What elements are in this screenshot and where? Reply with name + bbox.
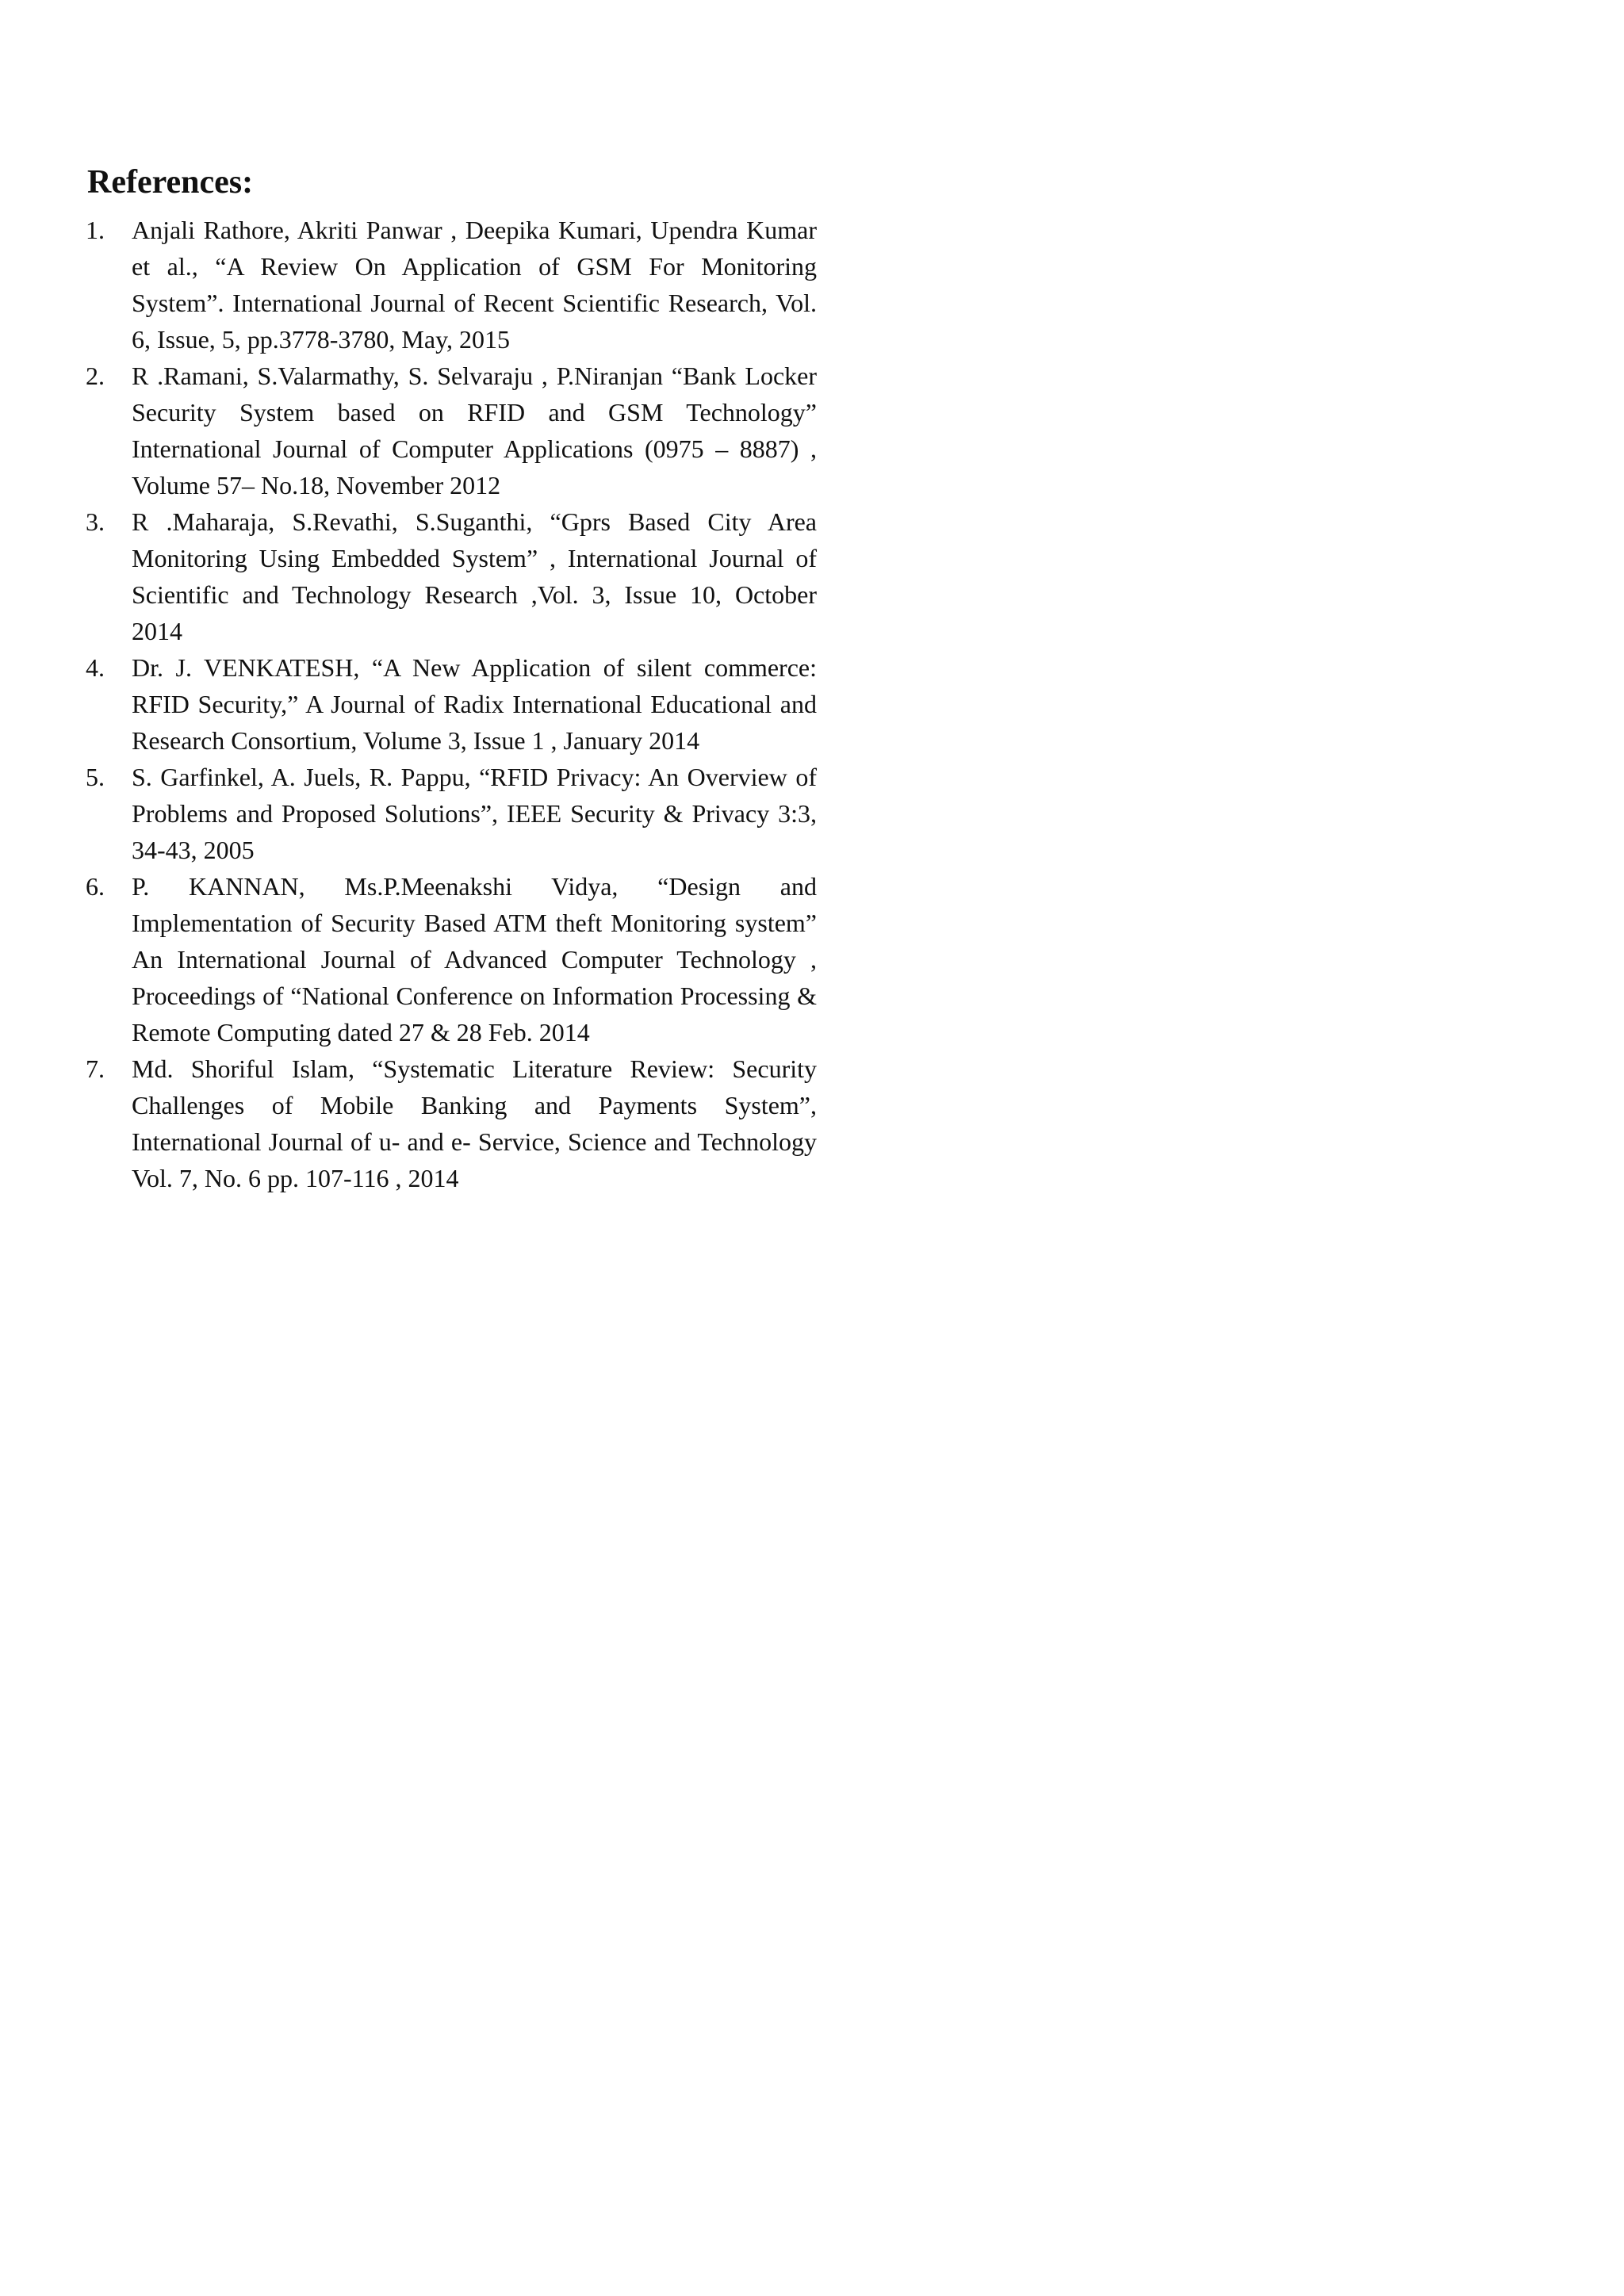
reference-number: 2.	[86, 362, 105, 390]
reference-text: Dr. J. VENKATESH, “A New Application of silent commerce: RFID Security,” A Journal of Radix International Educational and Research Consortium, Volume 3, Issue 1 , January 2014	[132, 653, 817, 755]
reference-text: R .Maharaja, S.Revathi, S.Suganthi, “Gprs Based City Area Monitoring Using Embedded System” , International Journal of Scientific and Technology Research ,Vol. 3, Issue 10, October 2014	[132, 507, 817, 645]
reference-number: 7.	[86, 1054, 105, 1083]
reference-number: 1.	[86, 216, 105, 244]
references-section	[86, 163, 817, 1196]
reference-item-7	[86, 1050, 817, 1196]
reference-number: 5.	[86, 763, 105, 791]
references-heading: References:	[87, 164, 254, 201]
reference-number: 6.	[86, 872, 105, 901]
reference-item-2	[86, 358, 817, 503]
reference-item-3	[86, 503, 817, 649]
reference-number: 4.	[86, 653, 105, 682]
reference-item-4	[86, 649, 817, 759]
reference-text: P. KANNAN, Ms.P.Meenakshi Vidya, “Design and Implementation of Security Based ATM theft Monitoring system” An International Journal of Advanced Computer Technology , Proceedings of “National Conference on Information Processing & Remote Computing dated 27 & 28 Feb. 2014	[132, 872, 817, 1047]
reference-text: S. Garfinkel, A. Juels, R. Pappu, “RFID Privacy: An Overview of Problems and Proposed Solutions”, IEEE Security & Privacy 3:3, 34-43, 2005	[132, 763, 817, 864]
reference-text: R .Ramani, S.Valarmathy, S. Selvaraju , P.Niranjan “Bank Locker Security System based on RFID and GSM Technology” International Journal of Computer Applications (0975 – 8887) , Volume 57– No.18, November 2012	[132, 362, 817, 499]
reference-text: Md. Shoriful Islam, “Systematic Literature Review: Security Challenges of Mobile Banking and Payments System”, International Journal of u- and e- Service, Science and Technology Vol. 7, No. 6 pp. 107-116 , 2014	[132, 1054, 817, 1192]
reference-number: 3.	[86, 507, 105, 536]
reference-item-1	[86, 212, 817, 358]
reference-text: Anjali Rathore, Akriti Panwar , Deepika Kumari, Upendra Kumar et al., “A Review On Application of GSM For Monitoring System”. International Journal of Recent Scientific Research, Vol. 6, Issue, 5, pp.3778-3780, May, 2015	[132, 216, 817, 354]
references-list	[86, 212, 817, 1196]
reference-item-6	[86, 868, 817, 1050]
reference-item-5	[86, 759, 817, 868]
